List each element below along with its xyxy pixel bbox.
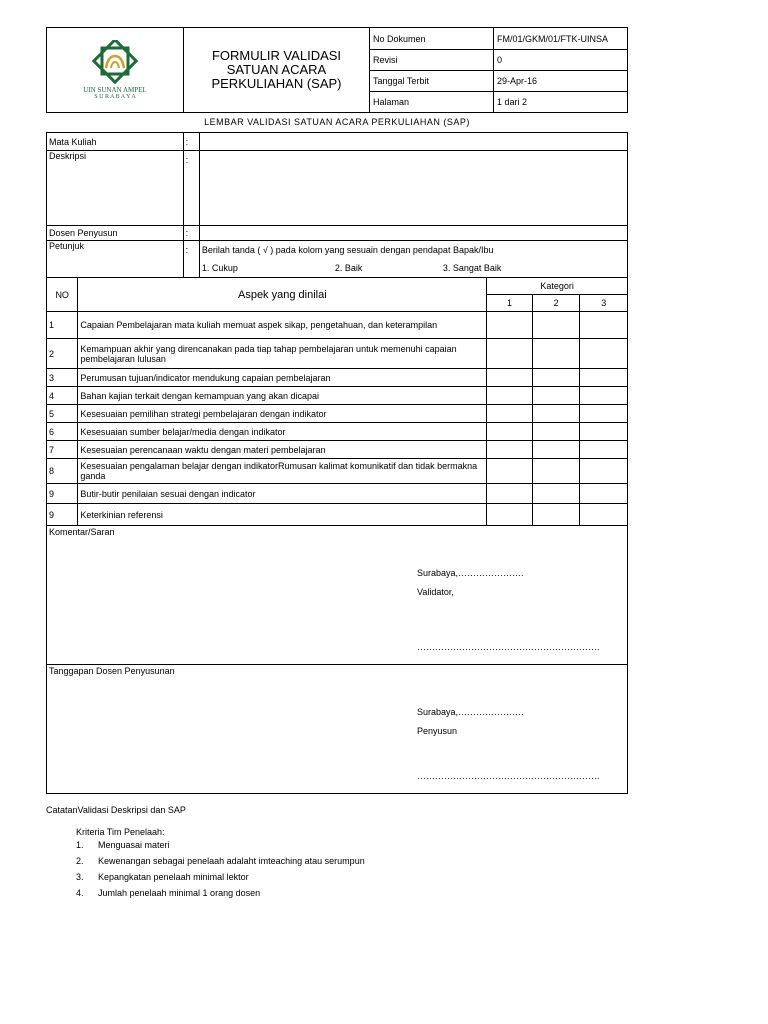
table-row	[47, 423, 628, 441]
label-petunjuk: Petunjuk	[47, 241, 184, 278]
row-no: 5	[47, 405, 78, 423]
title-line-3: PERKULIAHAN (SAP)	[211, 76, 342, 91]
komentar-role: Validator,	[417, 587, 454, 597]
tanggapan-label: Tanggapan Dosen Penyusunan	[49, 666, 175, 676]
score-cell-2[interactable]	[532, 423, 580, 441]
form-title	[184, 28, 370, 113]
tanggapan-section[interactable]	[47, 665, 628, 794]
header-kategori: Kategori	[487, 278, 628, 295]
colon: :	[183, 241, 199, 278]
row-text: Capaian Pembelajaran mata kuliah memuat aspek sikap, pengetahuan, dan keterampilan	[78, 312, 487, 339]
header-aspek: Aspek yang dinilai	[78, 278, 487, 312]
score-cell-2[interactable]	[532, 504, 580, 526]
row-no: 7	[47, 441, 78, 459]
criteria-list	[76, 827, 365, 904]
logo-cell	[47, 28, 184, 113]
petunjuk-content	[199, 241, 627, 278]
score-cell-2[interactable]	[532, 459, 580, 484]
row-text: Keterkinian referensi	[78, 504, 487, 526]
tanggapan-place: Surabaya,………………….	[417, 707, 524, 717]
score-cell-2[interactable]	[532, 387, 580, 405]
title-line-2: SATUAN ACARA	[226, 62, 327, 77]
list-item	[76, 840, 365, 856]
meta-value: FM/01/GKM/01/FTK-UINSA	[494, 28, 628, 50]
row-no: 4	[47, 387, 78, 405]
score-cell-1[interactable]	[487, 484, 533, 504]
dosen-field[interactable]	[199, 226, 627, 241]
komentar-place: Surabaya,………………….	[417, 568, 524, 578]
header-k1: 1	[487, 295, 533, 312]
row-text: Bahan kajian terkait dengan kemampuan yang akan dicapai	[78, 387, 487, 405]
item-text: Menguasai materi	[98, 840, 170, 850]
label-deskripsi: Deskripsi	[47, 151, 184, 226]
table-row	[47, 441, 628, 459]
score-cell-1[interactable]	[487, 504, 533, 526]
score-cell-1[interactable]	[487, 441, 533, 459]
table-row	[47, 484, 628, 504]
meta-key: Tanggal Terbit	[370, 71, 494, 92]
table-row	[47, 312, 628, 339]
list-item	[76, 856, 365, 872]
score-cell-3[interactable]	[580, 387, 628, 405]
meta-value: 29-Apr-16	[494, 71, 628, 92]
score-cell-2[interactable]	[532, 441, 580, 459]
item-number: 1.	[76, 840, 84, 850]
row-text: Kesesuaian perencanaan waktu dengan materi pembelajaran	[78, 441, 487, 459]
uinsa-logo-icon	[80, 40, 150, 84]
colon: :	[183, 133, 199, 151]
row-no: 3	[47, 369, 78, 387]
header-no: NO	[47, 278, 78, 312]
table-row	[47, 387, 628, 405]
sheet-subtitle: LEMBAR VALIDASI SATUAN ACARA PERKULIAHAN (SAP)	[204, 117, 470, 127]
table-row	[47, 504, 628, 526]
row-text: Kemampuan akhir yang direncanakan pada tiap tahap pembelajaran untuk memenuhi capaian pembelajaran lulusan	[78, 339, 487, 369]
header-table	[46, 27, 628, 113]
komentar-label: Komentar/Saran	[49, 527, 115, 537]
row-no: 8	[47, 459, 78, 484]
meta-value: 0	[494, 50, 628, 71]
table-row	[47, 459, 628, 484]
score-cell-3[interactable]	[580, 441, 628, 459]
komentar-signature-line: …………………………………………………….	[417, 642, 600, 652]
meta-value: 1 dari 2	[494, 92, 628, 113]
row-text: Kesesuaian pemilihan strategi pembelajaran dengan indikator	[78, 405, 487, 423]
row-no: 9	[47, 484, 78, 504]
item-number: 2.	[76, 856, 84, 866]
tanggapan-role: Penyusun	[417, 726, 458, 736]
list-item	[76, 872, 365, 888]
komentar-section[interactable]	[47, 526, 628, 665]
score-cell-2[interactable]	[532, 312, 580, 339]
score-cell-1[interactable]	[487, 423, 533, 441]
score-cell-2[interactable]	[532, 369, 580, 387]
item-number: 3.	[76, 872, 84, 882]
logo-text-2: S U R A B A Y A	[94, 93, 136, 100]
score-cell-3[interactable]	[580, 504, 628, 526]
score-cell-3[interactable]	[580, 312, 628, 339]
colon: :	[183, 226, 199, 241]
label-mata-kuliah: Mata Kuliah	[47, 133, 184, 151]
header-k2: 2	[532, 295, 580, 312]
score-cell-3[interactable]	[580, 369, 628, 387]
meta-key: No Dokumen	[370, 28, 494, 50]
row-text: Perumusan tujuan/indicator mendukung capaian pembelajaran	[78, 369, 487, 387]
option-sangat-baik: 3. Sangat Baik	[442, 263, 502, 273]
score-cell-3[interactable]	[580, 405, 628, 423]
deskripsi-field[interactable]	[199, 151, 627, 226]
tanggapan-signature-line: …………………………………………………….	[417, 771, 600, 781]
header-k3: 3	[580, 295, 628, 312]
mata-kuliah-field[interactable]	[199, 133, 627, 151]
item-text: Jumlah penelaah minimal 1 orang dosen	[98, 888, 261, 898]
row-no: 1	[47, 312, 78, 339]
item-number: 4.	[76, 888, 84, 898]
meta-key: Revisi	[370, 50, 494, 71]
label-dosen: Dosen Penyusun	[47, 226, 184, 241]
score-cell-1[interactable]	[487, 339, 533, 369]
row-no: 6	[47, 423, 78, 441]
score-cell-3[interactable]	[580, 339, 628, 369]
score-cell-3[interactable]	[580, 459, 628, 484]
row-text: Butir-butir penilaian sesuai dengan indicator	[78, 484, 487, 504]
table-row	[47, 369, 628, 387]
option-baik: 2. Baik	[334, 263, 363, 273]
item-text: Kewenangan sebagai penelaah adalaht imteaching atau serumpun	[98, 856, 365, 866]
title-line-1: FORMULIR VALIDASI	[211, 48, 342, 63]
validation-table	[46, 132, 628, 794]
score-cell-2[interactable]	[532, 339, 580, 369]
score-cell-1[interactable]	[487, 459, 533, 484]
option-cukup: 1. Cukup	[201, 263, 238, 273]
item-text: Kepangkatan penelaah minimal lektor	[98, 872, 249, 882]
petunjuk-text: Berilah tanda ( √ ) pada kolom yang sesuain dengan pendapat Bapak/Ibu	[201, 245, 494, 255]
score-cell-2[interactable]	[532, 405, 580, 423]
row-text: Kesesuaian sumber belajar/media dengan indikator	[78, 423, 487, 441]
score-cell-3[interactable]	[580, 484, 628, 504]
row-no: 9	[47, 504, 78, 526]
colon: :	[183, 151, 199, 226]
table-row	[47, 339, 628, 369]
score-cell-3[interactable]	[580, 423, 628, 441]
row-text: Kesesuaian pengalaman belajar dengan indikatorRumusan kalimat komunikatif dan tidak bermakna ganda	[78, 459, 487, 484]
criteria-title: Kriteria Tim Penelaah:	[76, 827, 165, 837]
row-no: 2	[47, 339, 78, 369]
score-cell-1[interactable]	[487, 405, 533, 423]
meta-key: Halaman	[370, 92, 494, 113]
score-cell-2[interactable]	[532, 484, 580, 504]
logo-text-1: UIN SUNAN AMPEL	[83, 85, 147, 94]
score-cell-1[interactable]	[487, 387, 533, 405]
score-cell-1[interactable]	[487, 312, 533, 339]
score-cell-1[interactable]	[487, 369, 533, 387]
catatan-note: CatatanValidasi Deskripsi dan SAP	[46, 805, 186, 815]
table-row	[47, 405, 628, 423]
list-item	[76, 888, 365, 904]
